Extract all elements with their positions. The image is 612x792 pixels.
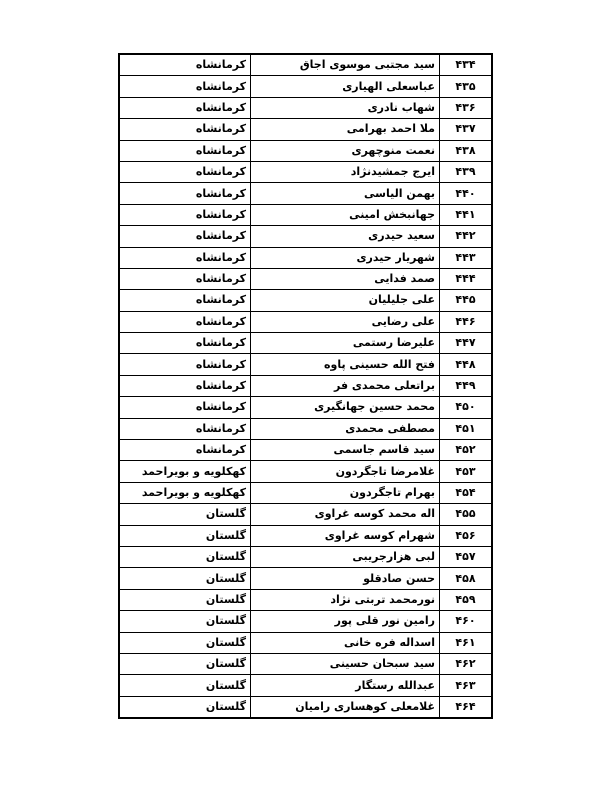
province: کرمانشاه [119, 290, 251, 311]
person-name: سید قاسم جاسمی [251, 440, 440, 461]
province: کرمانشاه [119, 418, 251, 439]
row-number: ۴۵۲ [440, 440, 493, 461]
table-row [119, 333, 492, 354]
person-name: اسداله فره خانی [251, 632, 440, 653]
person-name: سعید حیدری [251, 226, 440, 247]
row-number: ۴۴۱ [440, 204, 493, 225]
row-number: ۴۶۴ [440, 696, 493, 718]
province: کرمانشاه [119, 268, 251, 289]
table-row [119, 97, 492, 118]
table-row [119, 183, 492, 204]
row-number: ۴۵۴ [440, 482, 493, 503]
person-name: سید مجتبی موسوی اجاق [251, 54, 440, 76]
person-name: علی جلیلیان [251, 290, 440, 311]
table-row [119, 482, 492, 503]
table-row [119, 54, 492, 76]
table-row [119, 440, 492, 461]
row-number: ۴۵۷ [440, 546, 493, 567]
row-number: ۴۴۴ [440, 268, 493, 289]
person-name: نورمحمد تربتی نژاد [251, 589, 440, 610]
person-name: غلامرضا تاجگردون [251, 461, 440, 482]
table-row [119, 397, 492, 418]
table-row [119, 204, 492, 225]
person-name: مصطفی محمدی [251, 418, 440, 439]
row-number: ۴۵۸ [440, 568, 493, 589]
table-row [119, 268, 492, 289]
province: کرمانشاه [119, 76, 251, 97]
province: گلستان [119, 675, 251, 696]
person-name: علی رضایی [251, 311, 440, 332]
row-number: ۴۴۲ [440, 226, 493, 247]
row-number: ۴۳۸ [440, 140, 493, 161]
person-name: علیرضا رستمی [251, 333, 440, 354]
person-name: بهرام تاجگردون [251, 482, 440, 503]
province: کرمانشاه [119, 140, 251, 161]
person-name: شهریار حیدری [251, 247, 440, 268]
row-number: ۴۶۲ [440, 653, 493, 674]
table-row [119, 119, 492, 140]
row-number: ۴۶۳ [440, 675, 493, 696]
person-name: اله محمد کوسه غراوی [251, 504, 440, 525]
person-name: فتح الله حسینی پاوه [251, 354, 440, 375]
province: کرمانشاه [119, 375, 251, 396]
row-number: ۴۴۷ [440, 333, 493, 354]
table-row [119, 632, 492, 653]
province: کرمانشاه [119, 311, 251, 332]
person-name: لبی هزارجریبی [251, 546, 440, 567]
person-name: غلامعلی کوهساری رامیان [251, 696, 440, 718]
province: کرمانشاه [119, 204, 251, 225]
row-number: ۴۵۰ [440, 397, 493, 418]
table-row [119, 161, 492, 182]
row-number: ۴۵۹ [440, 589, 493, 610]
table-row [119, 546, 492, 567]
table-row [119, 247, 492, 268]
person-name: سید سبحان حسینی [251, 653, 440, 674]
table-row [119, 290, 492, 311]
table-row [119, 226, 492, 247]
row-number: ۴۶۱ [440, 632, 493, 653]
table-body [119, 54, 492, 718]
row-number: ۴۴۵ [440, 290, 493, 311]
table-row [119, 76, 492, 97]
table-row [119, 589, 492, 610]
person-name: شهاب نادری [251, 97, 440, 118]
person-name: عبدالله رستگار [251, 675, 440, 696]
row-number: ۴۴۶ [440, 311, 493, 332]
person-name: حسن صادقلو [251, 568, 440, 589]
province: گلستان [119, 589, 251, 610]
row-number: ۴۴۰ [440, 183, 493, 204]
table-row [119, 525, 492, 546]
table-row [119, 418, 492, 439]
person-name: ایرج جمشیدنژاد [251, 161, 440, 182]
row-number: ۴۳۶ [440, 97, 493, 118]
table-row [119, 611, 492, 632]
province: گلستان [119, 568, 251, 589]
table-row [119, 568, 492, 589]
province: کرمانشاه [119, 333, 251, 354]
table-row [119, 375, 492, 396]
table-row [119, 140, 492, 161]
row-number: ۴۳۷ [440, 119, 493, 140]
row-number: ۴۵۵ [440, 504, 493, 525]
province: گلستان [119, 546, 251, 567]
row-number: ۴۵۶ [440, 525, 493, 546]
table-row [119, 461, 492, 482]
row-number: ۴۶۰ [440, 611, 493, 632]
province: کرمانشاه [119, 247, 251, 268]
row-number: ۴۵۳ [440, 461, 493, 482]
row-number: ۴۴۳ [440, 247, 493, 268]
province: کهکلویه و بویراحمد [119, 482, 251, 503]
province: کرمانشاه [119, 161, 251, 182]
person-name: براتعلی محمدی فر [251, 375, 440, 396]
row-number: ۴۴۸ [440, 354, 493, 375]
province: کرمانشاه [119, 97, 251, 118]
person-name: عباسعلی الهیاری [251, 76, 440, 97]
province: گلستان [119, 525, 251, 546]
person-name: رامین نور قلی پور [251, 611, 440, 632]
province: کهکلویه و بویراحمد [119, 461, 251, 482]
person-name: صمد فدایی [251, 268, 440, 289]
province: گلستان [119, 504, 251, 525]
province: کرمانشاه [119, 440, 251, 461]
person-name: بهمن الیاسی [251, 183, 440, 204]
province: کرمانشاه [119, 119, 251, 140]
row-number: ۴۳۵ [440, 76, 493, 97]
person-name: جهانبخش امینی [251, 204, 440, 225]
table-row [119, 675, 492, 696]
person-name: محمد حسین جهانگیری [251, 397, 440, 418]
province: کرمانشاه [119, 226, 251, 247]
names-table [118, 53, 493, 719]
province: گلستان [119, 653, 251, 674]
table-row [119, 653, 492, 674]
table-row [119, 354, 492, 375]
table-row [119, 696, 492, 718]
province: کرمانشاه [119, 397, 251, 418]
province: کرمانشاه [119, 354, 251, 375]
province: کرمانشاه [119, 54, 251, 76]
row-number: ۴۴۹ [440, 375, 493, 396]
row-number: ۴۵۱ [440, 418, 493, 439]
table-row [119, 311, 492, 332]
person-name: شهرام کوسه غراوی [251, 525, 440, 546]
province: کرمانشاه [119, 183, 251, 204]
province: گلستان [119, 696, 251, 718]
table-row [119, 504, 492, 525]
person-name: ملا احمد بهرامی [251, 119, 440, 140]
row-number: ۴۳۴ [440, 54, 493, 76]
person-name: نعمت منوچهری [251, 140, 440, 161]
province: گلستان [119, 632, 251, 653]
row-number: ۴۳۹ [440, 161, 493, 182]
province: گلستان [119, 611, 251, 632]
